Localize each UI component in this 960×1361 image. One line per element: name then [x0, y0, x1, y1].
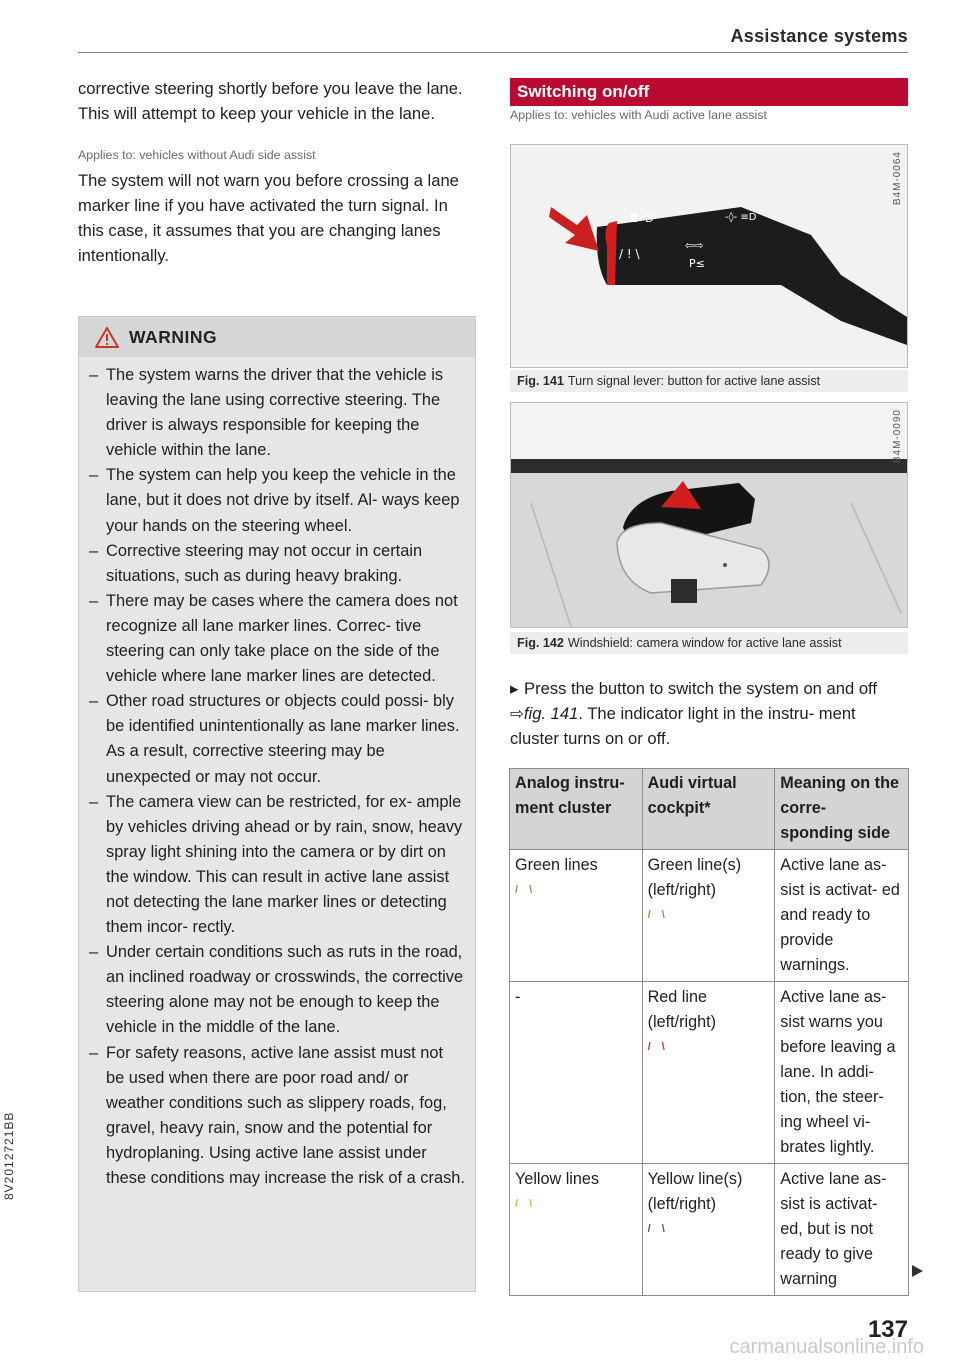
body-paragraph: The system will not warn you before crossing a lane marker line if you have activated the turn signal. In this case, it assumes that you are changing lanes intentionally. — [78, 171, 459, 265]
svg-text:-◊- ≡D: -◊- ≡D — [725, 212, 757, 223]
warning-list — [79, 357, 475, 1191]
table-cell: Active lane as- sist warns you before leaving a lane. In addi- tion, the steer- ing wheel vi- brates lightly. — [775, 982, 909, 1164]
figure-141-caption — [510, 370, 908, 392]
figure-141 — [510, 144, 908, 368]
figure-code: B4M-0090 — [892, 409, 903, 464]
left-column — [78, 76, 476, 268]
table-row — [510, 1164, 909, 1296]
applies-note: Applies to: vehicles without Audi side assist — [78, 148, 316, 162]
step-text: Press the button to switch the system on and off — [524, 679, 877, 698]
warning-item: – Corrective steering may not occur in certain situations, such as during heavy braking. — [89, 539, 465, 589]
table-row — [510, 850, 909, 982]
green-lines-icon: / \ — [647, 909, 669, 921]
instruction-step — [510, 676, 908, 751]
figure-142-caption — [510, 632, 908, 654]
running-header: Assistance systems — [730, 26, 908, 46]
column-header: Analog instru- ment cluster — [510, 769, 643, 850]
indicator-table — [509, 768, 909, 1296]
table-cell: Yellow lines / \ — [510, 1164, 643, 1296]
yellow-lines-icon: / \ — [515, 1198, 537, 1210]
warning-title: WARNING — [129, 326, 218, 347]
warning-item: – There may be cases where the camera does not recognize all lane marker lines. Correc- tive steering can only take place on the side of the vehicle where lane marker lines are detected. — [89, 589, 465, 689]
watermark: carmanualsonline.info — [729, 1336, 924, 1358]
figure-caption-text: Windshield: camera window for active lane assist — [567, 636, 842, 650]
green-lines-icon: / \ — [515, 884, 537, 896]
warning-item: – The system warns the driver that the vehicle is leaving the lane using corrective steering. The driver is always responsible for keeping the vehicle within the lane. — [89, 363, 465, 463]
table-cell: Active lane as- sist is activat- ed, but is not ready to give warning — [775, 1164, 909, 1296]
warning-item: – Under certain conditions such as ruts in the road, an inclined roadway or crosswinds, the corrective steering alone may not be enough to keep the vehicle in the middle of the lane. — [89, 940, 465, 1040]
svg-text:⇦⇨: ⇦⇨ — [685, 239, 704, 252]
table-cell: Active lane as- sist is activat- ed and ready to provide warnings. — [775, 850, 909, 982]
yellow-lines-icon: / \ — [647, 1223, 669, 1235]
warning-item: – Other road structures or objects could possi- bly be identified unintentionally as lane marker lines. As a result, corrective steering may be unexpected or may not occur. — [89, 689, 465, 789]
step-text-continued: . The indicator light in the instru- ment cluster turns on or off. — [510, 704, 856, 748]
warning-box — [78, 316, 476, 1292]
figure-label: Fig. 141 — [517, 374, 564, 388]
figure-142 — [510, 402, 908, 628]
column-header: Meaning on the corre- sponding side — [775, 769, 909, 850]
table-cell: Green line(s) (left/right) / \ — [642, 850, 775, 982]
table-row — [510, 982, 909, 1164]
warning-triangle-icon — [95, 327, 119, 348]
page-number: 137 — [867, 1316, 908, 1343]
svg-text:P≤: P≤ — [689, 257, 705, 270]
applies-note-right: Applies to: vehicles with Audi active lane assist — [510, 108, 767, 122]
table-header-row — [510, 769, 909, 850]
red-lines-icon: / \ — [647, 1041, 669, 1053]
warning-item: – The system can help you keep the vehicle in the lane, but it does not drive by itself. Al- ways keep your hands on the steering wheel. — [89, 463, 465, 538]
warning-header — [79, 317, 475, 357]
warning-item: – For safety reasons, active lane assist must not be used when there are poor road and/ or weather conditions such as slippery roads, fog, gravel, heavy rain, snow and the potential for hydroplaning. Using active lane assist under these conditions may increase the risk of a crash. — [89, 1041, 465, 1192]
reference-arrow-icon: ⇨ — [510, 704, 524, 723]
header-rule — [78, 52, 908, 53]
svg-text:/ ! \: / ! \ — [619, 247, 640, 261]
continue-arrow-icon — [912, 1265, 923, 1277]
windshield-camera-illustration — [511, 403, 907, 627]
figure-reference: fig. 141 — [523, 704, 579, 723]
column-header: Audi virtual cockpit* — [642, 769, 775, 850]
figure-caption-text: Turn signal lever: button for active lane assist — [567, 374, 821, 388]
intro-paragraph: corrective steering shortly before you leave the lane. This will attempt to keep your vehicle in the lane. — [78, 79, 463, 123]
section-title: Switching on/off — [510, 78, 908, 106]
table-cell: Yellow line(s) (left/right) / \ — [642, 1164, 775, 1296]
figure-code: B4M-0064 — [892, 151, 903, 206]
warning-item: – The camera view can be restricted, for ex- ample by vehicles driving ahead or by rain, snow, heavy spray light shining into the camera or by dirt on the window. This can result in active lane assist not detecting the lane marker lines or detecting them incor- rectly. — [89, 790, 465, 941]
svg-text:D·: D· — [645, 212, 657, 225]
table-cell: - — [510, 982, 643, 1164]
table-cell: Green lines / \ — [510, 850, 643, 982]
document-code: 8V2012721BB — [2, 1111, 16, 1200]
table-cell: Red line (left/right) / \ — [642, 982, 775, 1164]
figure-label: Fig. 142 — [517, 636, 564, 650]
step-arrow-icon: ▸ — [510, 679, 519, 698]
turn-signal-lever-illustration — [511, 145, 907, 367]
